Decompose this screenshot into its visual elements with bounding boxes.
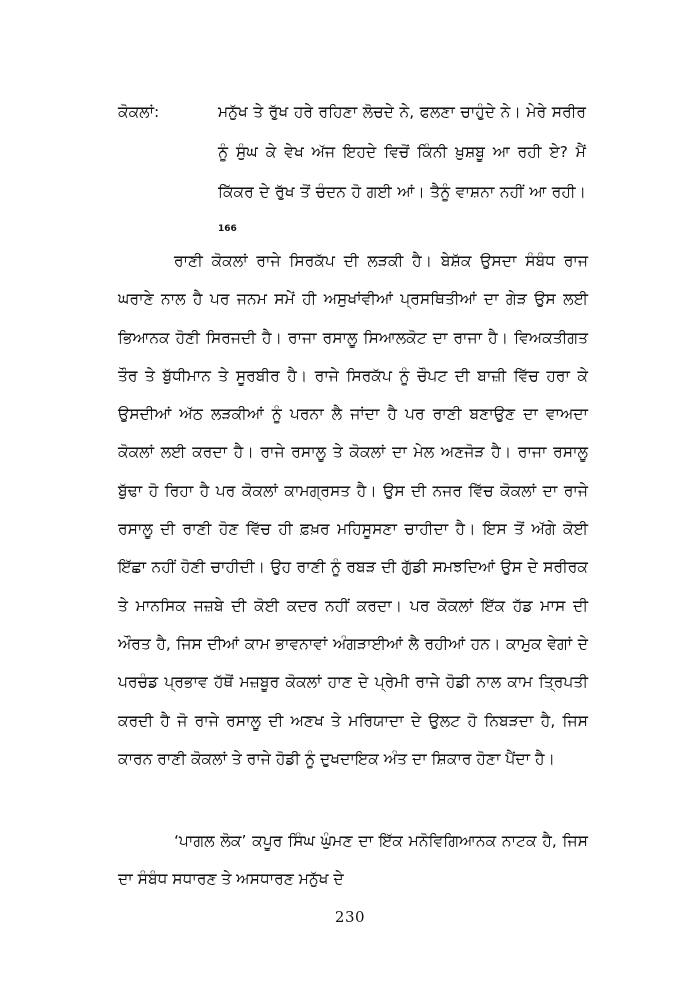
- speaker-label: ਕੋਕਲਾਂ:: [118, 103, 160, 121]
- body-paragraph: ‘ਪਾਗਲ ਲੋਕ’ ਕਪੂਰ ਸਿੰਘ ਘੁੰਮਣ ਦਾ ਇੱਕ ਮਨੋਵਿਗਿਆਨਕ ਨਾਟਕ ਹੈ, ਜਿਸ ਦਾ ਸੰਬੰਧ ਸਧਾਰਣ ਤੇ ਅਸਧਾਰਣ ਮਨੁੱਖ ਦੇ: [118, 832, 588, 889]
- dialogue-speech: [218, 92, 586, 252]
- body-paragraph: ਰਾਣੀ ਕੋਕਲਾਂ ਰਾਜੇ ਸਿਰਕੱਪ ਦੀ ਲੜਕੀ ਹੈ। ਬੇਸ਼ੱਕ ਉਸਦਾ ਸੰਬੰਧ ਰਾਜ ਘਰਾਣੇ ਨਾਲ ਹੈ ਪਰ ਜਨਮ ਸਮੇਂ ਹੀ ਅਸੁਖਾਂਵੀਆਂ ਪ੍ਰਸਥਿਤੀਆਂ ਦਾ ਗੇੜ ਉਸ ਲਈ ਭਿਆਨਕ ਹੋਣੀ ਸਿਰਜਦੀ ਹੈ। ਰਾਜਾ ਰਸਾਲੂ ਸਿਆਲਕੋਟ ਦਾ ਰਾਜਾ ਹੈ। ਵਿਅਕਤੀਗਤ ਤੌਰ ਤੇ ਬੁੱਧੀਮਾਨ ਤੇ ਸੂਰਬੀਰ ਹੈ। ਰਾਜੇ ਸਿਰਕੱਪ ਨੂੰ ਚੌਪਟ ਦੀ ਬਾਜ਼ੀ ਵਿੱਚ ਹਰਾ ਕੇ ਉਸਦੀਆਂ ਅੱਠ ਲੜਕੀਆਂ ਨੂੰ ਪਰਨਾ ਲੈ ਜਾਂਦਾ ਹੈ ਪਰ ਰਾਣੀ ਬਣਾਉਣ ਦਾ ਵਾਅਦਾ ਕੋਕਲਾਂ ਲਈ ਕਰਦਾ ਹੈ। ਰਾਜੇ ਰਸਾਲੂ ਤੇ ਕੋਕਲਾਂ ਦਾ ਮੇਲ ਅਣਜੋੜ ਹੈ। ਰਾਜਾ ਰਸਾਲੂ ਬੁੱਢਾ ਹੋ ਰਿਹਾ ਹੈ ਪਰ ਕੋਕਲਾਂ ਕਾਮਗ੍ਰਸਤ ਹੈ। ਉਸ ਦੀ ਨਜਰ ਵਿੱਚ ਕੋਕਲਾਂ ਦਾ ਰਾਜੇ ਰਸਾਲੂ ਦੀ ਰਾਣੀ ਹੋਣ ਵਿੱਚ ਹੀ ਫ਼ਖ਼ਰ ਮਹਿਸੂਸਣਾ ਚਾਹੀਦਾ ਹੈ। ਇਸ ਤੋਂ ਅੱਗੇ ਕੋਈ ਇੱਛਾ ਨਹੀਂ ਹੋਣੀ ਚਾਹੀਦੀ। ਉਹ ਰਾਣੀ ਨੂੰ ਰਬੜ ਦੀ ਗੁੱਡੀ ਸਮਝਦਿਆਂ ਉਸ ਦੇ ਸਰੀਰਕ ਤੇ ਮਾਨਸਿਕ ਜਜ਼ਬੇ ਦੀ ਕੋਈ ਕਦਰ ਨਹੀਂ ਕਰਦਾ। ਪਰ ਕੋਕਲਾਂ ਇੱਕ ਹੱਡ ਮਾਸ ਦੀ ਔਰਤ ਹੈ, ਜਿਸ ਦੀਆਂ ਕਾਮ ਭਾਵਨਾਵਾਂ ਅੰਗੜਾਈਆਂ ਲੈ ਰਹੀਆਂ ਹਨ। ਕਾਮੁਕ ਵੇਗਾਂ ਦੇ ਪਰਚੰਡ ਪ੍ਰਭਾਵ ਹੱਥੋਂ ਮਜ਼ਬੂਰ ਕੋਕਲਾਂ ਹਾਣ ਦੇ ਪ੍ਰੇਮੀ ਰਾਜੇ ਹੋਡੀ ਨਾਲ ਕਾਮ ਤ੍ਰਿਪਤੀ ਕਰਦੀ ਹੈ ਜੋ ਰਾਜੇ ਰਸਾਲੂ ਦੀ ਅਣਖ ਤੇ ਮਰਿਯਾਦਾ ਦੇ ਉਲਟ ਹੋ ਨਿਬੜਦਾ ਹੈ, ਜਿਸ ਕਾਰਨ ਰਾਣੀ ਕੋਕਲਾਂ ਤੇ ਰਾਜੇ ਹੋਡੀ ਨੂੰ ਦੁਖਦਾਇਕ ਅੰਤ ਦਾ ਸ਼ਿਕਾਰ ਹੋਣਾ ਪੈਂਦਾ ਹੈ।: [118, 252, 588, 768]
- page-number: 230: [334, 908, 366, 926]
- dialogue-text: ਮਨੁੱਖ ਤੇ ਰੁੱਖ ਹਰੇ ਰਹਿਣਾ ਲੋਚਦੇ ਨੇ, ਫਲਣਾ ਚਾਹੁੰਦੇ ਨੇ। ਮੇਰੇ ਸਰੀਰ ਨੂੰ ਸੁੰਘ ਕੇ ਵੇਖ ਅੱਜ ਇਹਦੇ ਵਿਚੋਂ ਕਿੰਨੀ ਖ਼ੁਸ਼ਬੂ ਆ ਰਹੀ ਏ? ਮੈਂ ਕਿੱਕਰ ਦੇ ਰੁੱਖ ਤੋਂ ਚੰਦਨ ਹੋ ਗਈ ਆਂ। ਤੈਨੂੰ ਵਾਸ਼ਨਾ ਨਹੀਂ ਆ ਰਹੀ।: [218, 103, 586, 201]
- footnote-reference: 166: [218, 223, 237, 234]
